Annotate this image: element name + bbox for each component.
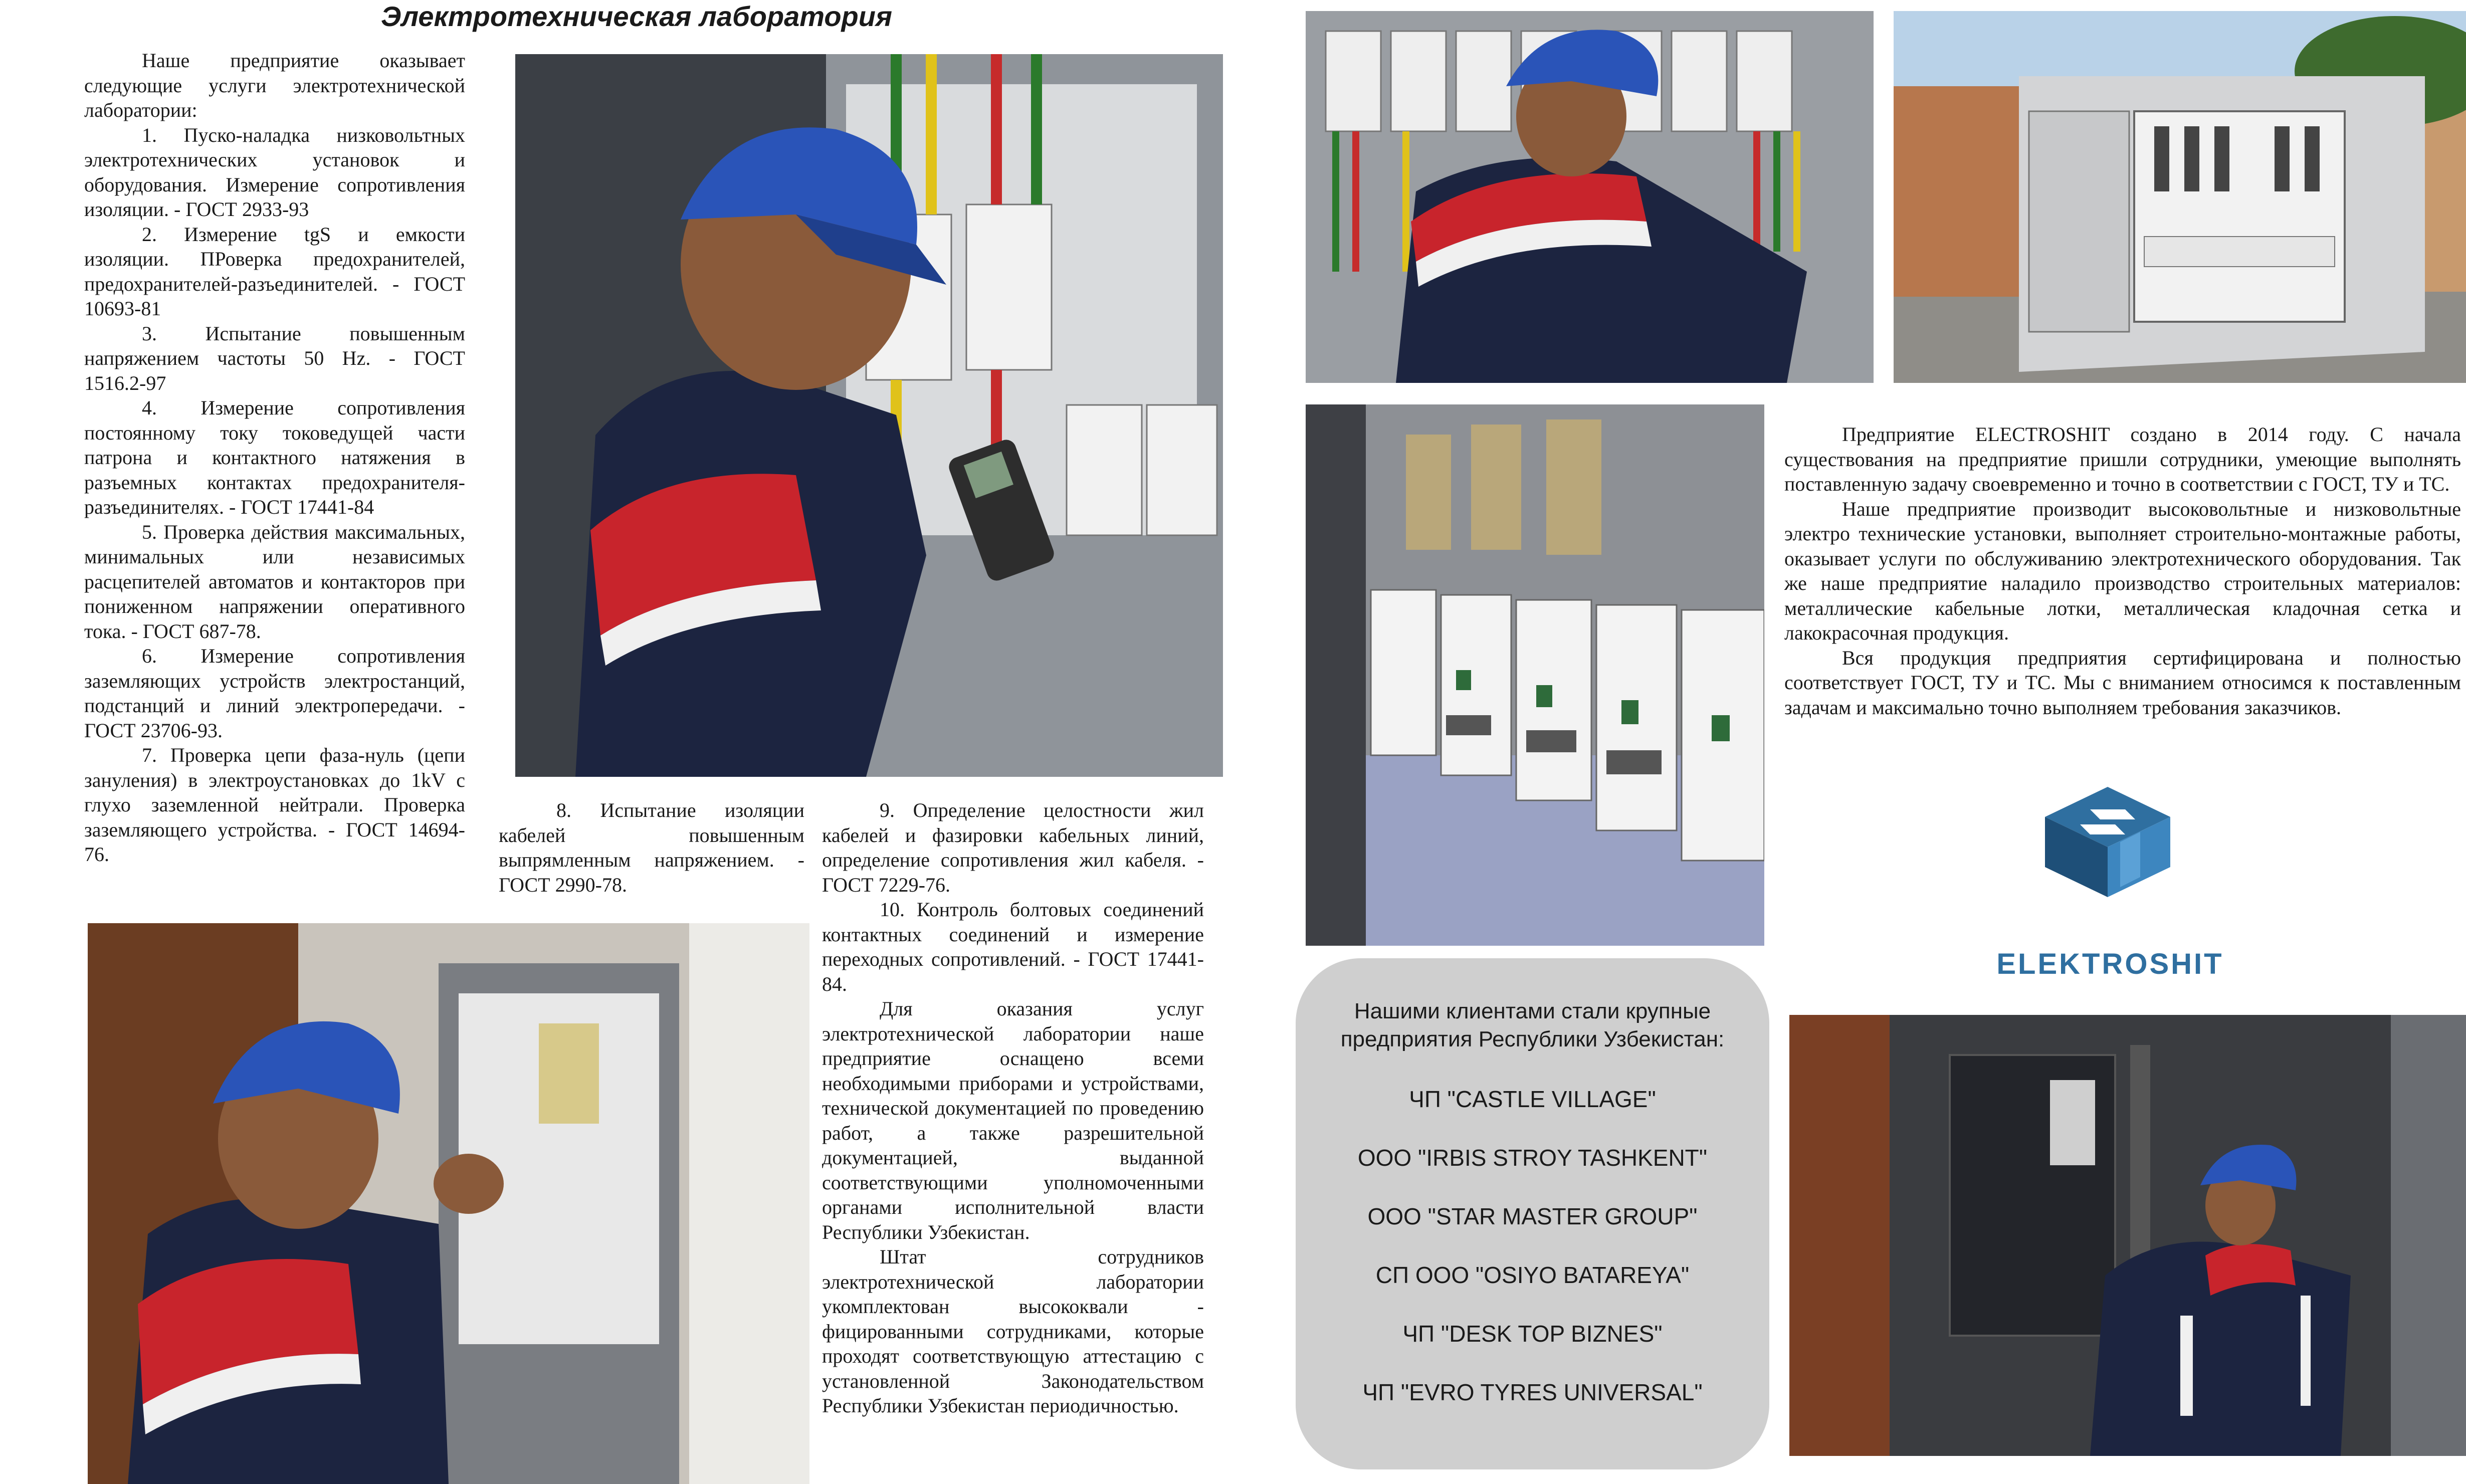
- elektroshit-logo-icon: [2020, 782, 2195, 902]
- service-item: 1. Пуско-наладка низковольтных электротехнических установок и оборудования. Измерение сопротивления изоляции. - ГОСТ 2933-93: [84, 123, 465, 221]
- service-9: 9. Определение целостности жил кабелей и фазировки кабельных линий, определение сопротивления жил кабеля. - ГОСТ 7229-76.: [822, 799, 1204, 896]
- company-paragraph-1: Предприятие ELECTROSHIT создано в 2014 году. С начала существования на предприятие пришли сотрудники, умеющие выполнять поставленную задачу своевременно и точно в соответствии с ГОСТ, ТУ и ТС.: [1784, 423, 2461, 495]
- equipment-paragraph: Для оказания услуг электротехнической лаборатории наше предприятие оснащено всеми необходимыми приборами и устройствами, технической документацией по проведению работ, а также разрешительной документацией, выданной соответствующими уполномоченными органами исполнительной власти Республики Узбекистан.: [822, 997, 1204, 1243]
- lab-intro: Наше предприятие оказывает следующие услуги электротехнической лаборатории:: [84, 49, 465, 121]
- clients-list: [1321, 1086, 1744, 1405]
- services-list: [84, 123, 465, 867]
- service-10: 10. Контроль болтовых соединений контактных соединений и измерение переходных сопротивлений. - ГОСТ 17441-84.: [822, 898, 1204, 995]
- service-item: 7. Проверка цепи фаза-нуль (цепи зануления) в электроустановках до 1kV с глухо заземленной нейтрали. Проверка заземляющего устройства. - ГОСТ 14694-76.: [84, 744, 465, 866]
- company-description: [1784, 422, 2461, 720]
- photo-technician-cabinet: [1789, 1015, 2466, 1456]
- page-title: Электротехническая лаборатория: [381, 1, 892, 32]
- client-item: ООО "STAR MASTER GROUP": [1367, 1203, 1698, 1229]
- services-column-right: [822, 798, 1204, 1418]
- photo-technician-multimeter: [515, 54, 1223, 777]
- clients-panel: [1296, 958, 1769, 1469]
- photo-circuit-breakers: [1306, 404, 1764, 946]
- service-item: 4. Измерение сопротивления постоянному току токоведущей части патрона и контактного натяжения в разъемных контактах предохранителя-разъединителях. - ГОСТ 17441-84: [84, 396, 465, 518]
- client-item: СП ООО "OSIYO BATAREYA": [1375, 1262, 1690, 1288]
- service-item: 6. Измерение сопротивления заземляющих устройств электростанций, подстанций и линий электропередачи. - ГОСТ 23706-93.: [84, 645, 465, 742]
- company-paragraph-2: Наше предприятие производит высоковольтные и низковольтные электро технические установки, выполняет строительно-монтажные работы, оказывает услуги по обслуживанию электротехнического оборудования. Так же наше предприятие наладило производство строительных материалов: металлические кабельные лотки, металлическая кладочная сетка и лакокрасочная продукция.: [1784, 497, 2461, 644]
- staff-paragraph: Штат сотрудников электротехнической лаборатории укомплектован высококвали - фицированными сотрудниками, которые проходят соответствующую аттестацию с установленной Законодательством Республики Узбекистан периодичностью.: [822, 1245, 1204, 1417]
- services-column-left: [84, 48, 465, 867]
- photo-technician-meter-box: [88, 923, 809, 1484]
- logo-name: ELEKTROSHIT: [1996, 948, 2224, 980]
- company-paragraph-3: Вся продукция предприятия сертифицирована и полностью соответствует ГОСТ, ТУ и ТС. Мы с вниманием относимся к поставленным задачам и максимально точно выполняем требования заказчиков.: [1784, 646, 2461, 719]
- service-item: 2. Измерение tgS и емкости изоляции. ПРоверка предохранителей, предохранителей-разъединителей. - ГОСТ 10693-81: [84, 223, 465, 320]
- client-item: ЧП "CASTLE VILLAGE": [1409, 1086, 1656, 1112]
- service-item: 5. Проверка действия максимальных, минимальных или независимых расцепителей автоматов и контакторов при пониженном напряжении оперативного тока. - ГОСТ 687-78.: [84, 520, 465, 643]
- client-item: ООО "IRBIS STROY TASHKENT": [1357, 1145, 1708, 1171]
- client-item: ЧП "EVRO TYRES UNIVERSAL": [1362, 1379, 1703, 1405]
- photo-outdoor-substation: [1894, 11, 2466, 383]
- service-item: 3. Испытание повышенным напряжением частоты 50 Hz. - ГОСТ 1516.2-97: [84, 322, 465, 394]
- service-8: 8. Испытание изоляции кабелей повышенным выпрямленным напряжением. - ГОСТ 2990-78.: [499, 799, 804, 896]
- clients-intro: Нашими клиентами стали крупные предприятия Республики Узбекистан:: [1340, 999, 1725, 1051]
- photo-technician-panel: [1306, 11, 1874, 383]
- client-item: ЧП "DESK TOP BIZNES": [1402, 1321, 1663, 1347]
